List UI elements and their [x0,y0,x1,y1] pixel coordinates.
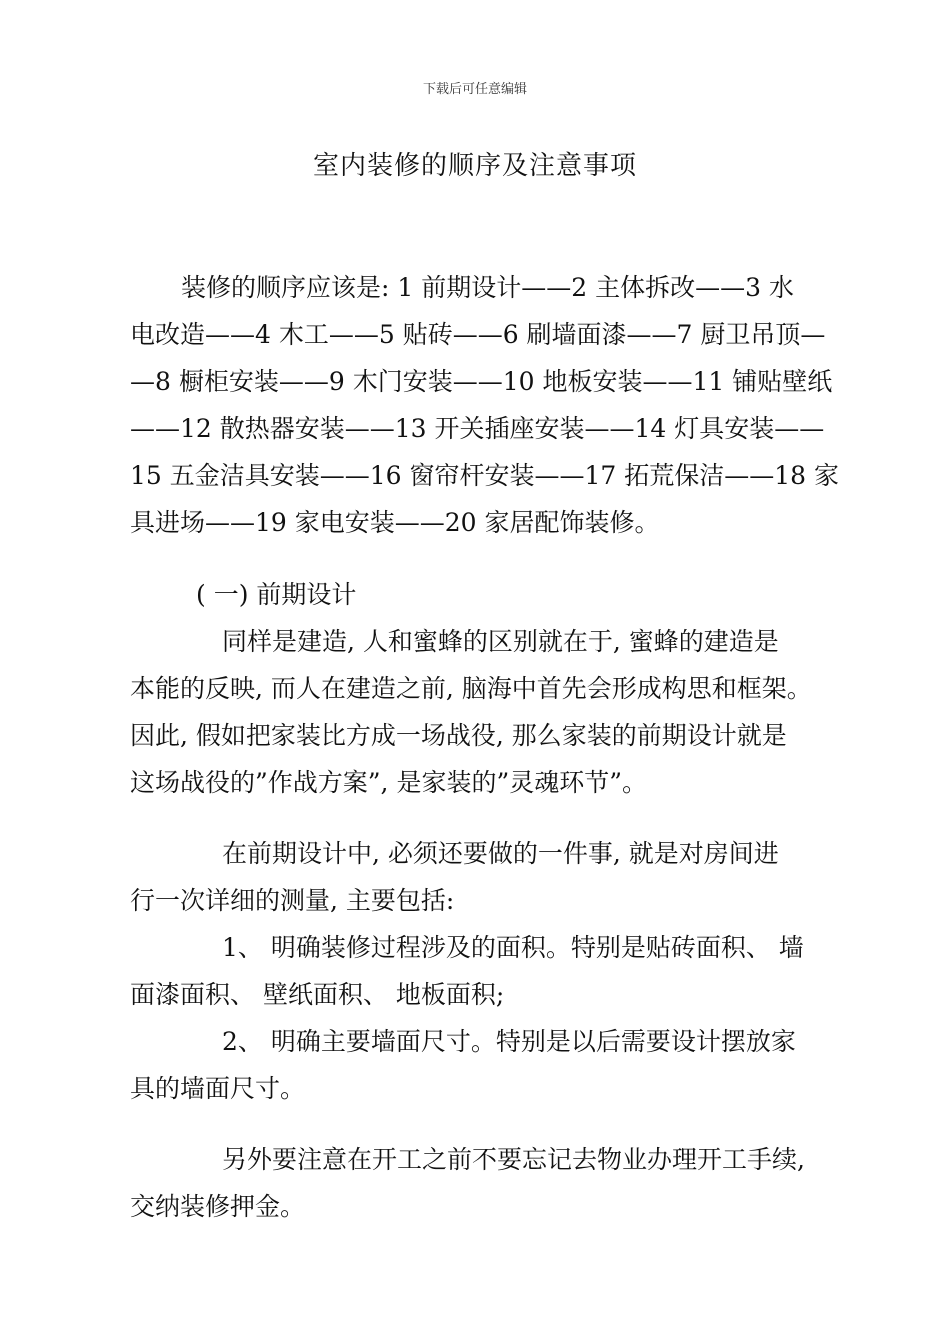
text-line: 电改造——4 木工——5 贴砖——6 刷墙面漆——7 厨卫吊顶— [130,320,826,349]
text-line: 面漆面积、 壁纸面积、 地板面积; [130,980,505,1009]
text-line: 15 五金洁具安装——16 窗帘杆安装——17 拓荒保洁——18 家 [130,461,840,490]
text-line: 具进场——19 家电安装——20 家居配饰装修。 [130,508,660,537]
section-heading: ( 一) 前期设计 [196,580,357,609]
header-note: 下载后可任意编辑 [422,82,527,97]
text-line: 具的墙面尺寸。 [130,1074,306,1103]
text-line: 同样是建造, 人和蜜蜂的区别就在于, 蜜蜂的建造是 [222,627,779,656]
text-line: —8 橱柜安装——9 木门安装——10 地板安装——11 铺贴壁纸 [130,367,833,396]
text-line: 在前期设计中, 必须还要做的一件事, 就是对房间进 [222,839,779,868]
text-line: 本能的反映, 而人在建造之前, 脑海中首先会形成构思和框架。 [130,674,812,703]
text-line: 另外要注意在开工之前不要忘记去物业办理开工手续, [222,1145,805,1174]
text-line: 装修的顺序应该是: 1 前期设计——2 主体拆改——3 水 [181,273,794,302]
text-line: 行一次详细的测量, 主要包括: [130,886,455,915]
text-line: ——12 散热器安装——13 开关插座安装——14 灯具安装—— [130,414,825,443]
text-line: 交纳装修押金。 [130,1192,306,1221]
text-line: 因此, 假如把家装比方成一场战役, 那么家装的前期设计就是 [130,721,787,750]
text-line: 1、 明确装修过程涉及的面积。特别是贴砖面积、 墙 [222,933,804,962]
text-line: 2、 明确主要墙面尺寸。特别是以后需要设计摆放家 [222,1027,796,1056]
text-line: 这场战役的”作战方案”, 是家装的”灵魂环节”。 [130,768,648,797]
page-title: 室内装修的顺序及注意事项 [312,151,637,181]
